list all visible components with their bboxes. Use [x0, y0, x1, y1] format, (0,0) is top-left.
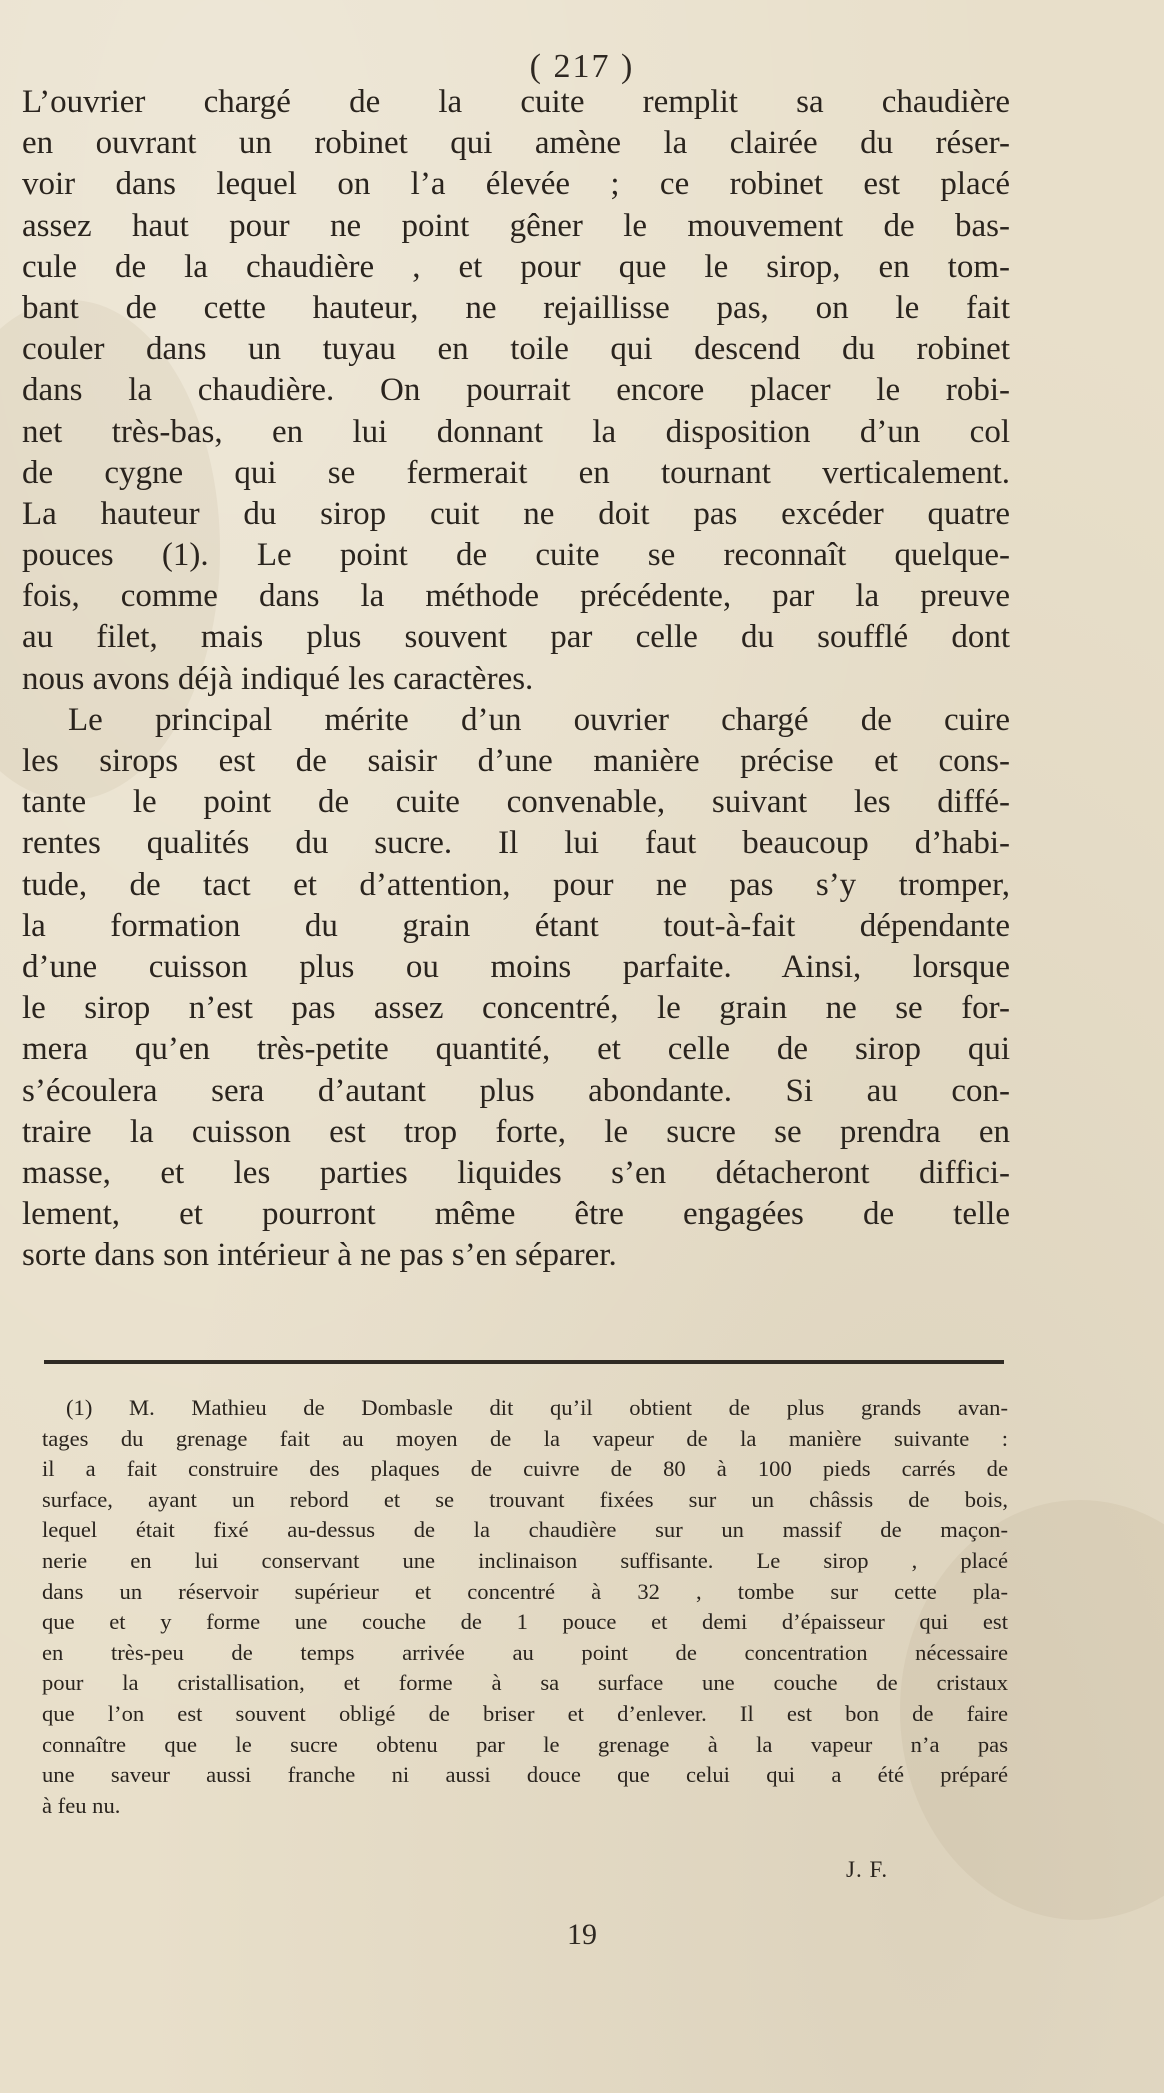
footnote-line: en très-peu de temps arrivée au point de concentration nécessaire	[42, 1639, 1008, 1665]
text-line: La hauteur du sirop cuit ne doit pas excéder quatre	[22, 495, 1010, 532]
text-line: s’écoulera sera d’autant plus abondante. Si au con-	[22, 1072, 1010, 1109]
text-line: le sirop n’est pas assez concentré, le grain ne se for-	[22, 990, 1010, 1027]
footnote-line: dans un réservoir supérieur et concentré à 32 , tombe sur cette pla-	[42, 1578, 1008, 1604]
text-line: la formation du grain étant tout-à-fait dépendante	[22, 907, 1010, 944]
footnote-line: surface, ayant un rebord et se trouvant fixées sur un châssis de bois,	[42, 1486, 1008, 1512]
text-line: lement, et pourront même être engagées de telle	[22, 1196, 1010, 1233]
text-line: nous avons déjà indiqué les caractères.	[22, 660, 534, 697]
text-line: de cygne qui se fermerait en tournant verticalement.	[22, 454, 1010, 491]
text-line: Le principal mérite d’un ouvrier chargé de cuire	[68, 701, 1010, 738]
text-line: net très-bas, en lui donnant la disposition d’un col	[22, 413, 1010, 450]
text-line: tante le point de cuite convenable, suivant les diffé-	[22, 784, 1010, 821]
text-line: au filet, mais plus souvent par celle du soufflé dont	[22, 619, 1010, 656]
footnote-rule	[44, 1360, 1004, 1364]
text-line: d’une cuisson plus ou moins parfaite. Ainsi, lorsque	[22, 948, 1010, 985]
footnote-signature: J. F.	[846, 1857, 889, 1882]
footnote-line: que l’on est souvent obligé de briser et d’enlever. Il est bon de faire	[42, 1700, 1008, 1726]
text-line: couler dans un tuyau en toile qui descend du robinet	[22, 331, 1010, 368]
text-line: dans la chaudière. On pourrait encore placer le robi-	[22, 372, 1010, 409]
footnote-line: une saveur aussi franche ni aussi douce que celui qui a été préparé	[42, 1762, 1008, 1788]
footnote	[42, 1393, 1008, 1821]
footnote-line: il a fait construire des plaques de cuivre de 80 à 100 pieds carrés de	[42, 1456, 1008, 1482]
footnote-line: lequel était fixé au-dessus de la chaudière sur un massif de maçon-	[42, 1517, 1008, 1543]
text-line: tude, de tact et d’attention, pour ne pas s’y tromper,	[22, 866, 1010, 903]
footnote-line: pour la cristallisation, et forme à sa surface une couche de cristaux	[42, 1670, 1008, 1696]
footnote-line: tages du grenage fait au moyen de la vapeur de la manière suivante :	[42, 1425, 1008, 1451]
text-line: L’ouvrier chargé de la cuite remplit sa chaudière	[22, 84, 1010, 120]
text-line: masse, et les parties liquides s’en détacheront diffici-	[22, 1154, 1010, 1191]
footnote-line: connaître que le sucre obtenu par le grenage à la vapeur n’a pas	[42, 1731, 1008, 1757]
footnote-line: (1) M. Mathieu de Dombasle dit qu’il obtient de plus grands avan-	[66, 1395, 1008, 1420]
footnote-line: à feu nu.	[42, 1792, 121, 1818]
main-text	[22, 82, 1010, 1276]
text-line: rentes qualités du sucre. Il lui faut beaucoup d’habi-	[22, 825, 1010, 862]
text-line: fois, comme dans la méthode précédente, par la preuve	[22, 578, 1010, 615]
footnote-line: que et y forme une couche de 1 pouce et demi d’épaisseur qui est	[42, 1609, 1008, 1635]
text-line: cule de la chaudière , et pour que le sirop, en tom-	[22, 248, 1010, 285]
text-line: pouces (1). Le point de cuite se reconnaît quelque-	[22, 537, 1010, 574]
page-number: ( 217 )	[529, 48, 635, 85]
text-line: voir dans lequel on l’a élevée ; ce robinet est placé	[22, 166, 1010, 203]
text-line: sorte dans son intérieur à ne pas s’en séparer.	[22, 1237, 617, 1274]
text-line: les sirops est de saisir d’une manière précise et cons-	[22, 743, 1010, 779]
text-line: en ouvrant un robinet qui amène la clairée du réser-	[22, 125, 1010, 162]
text-line: traire la cuisson est trop forte, le sucre se prendra en	[22, 1113, 1010, 1150]
text-line: assez haut pour ne point gêner le mouvement de bas-	[22, 207, 1010, 244]
text-line: mera qu’en très-petite quantité, et celle de sirop qui	[22, 1031, 1010, 1068]
footnote-line: nerie en lui conservant une inclinaison suffisante. Le sirop , placé	[42, 1547, 1008, 1573]
text-line: bant de cette hauteur, ne rejaillisse pas, on le fait	[22, 289, 1010, 326]
signature-mark: 19	[567, 1918, 597, 1951]
